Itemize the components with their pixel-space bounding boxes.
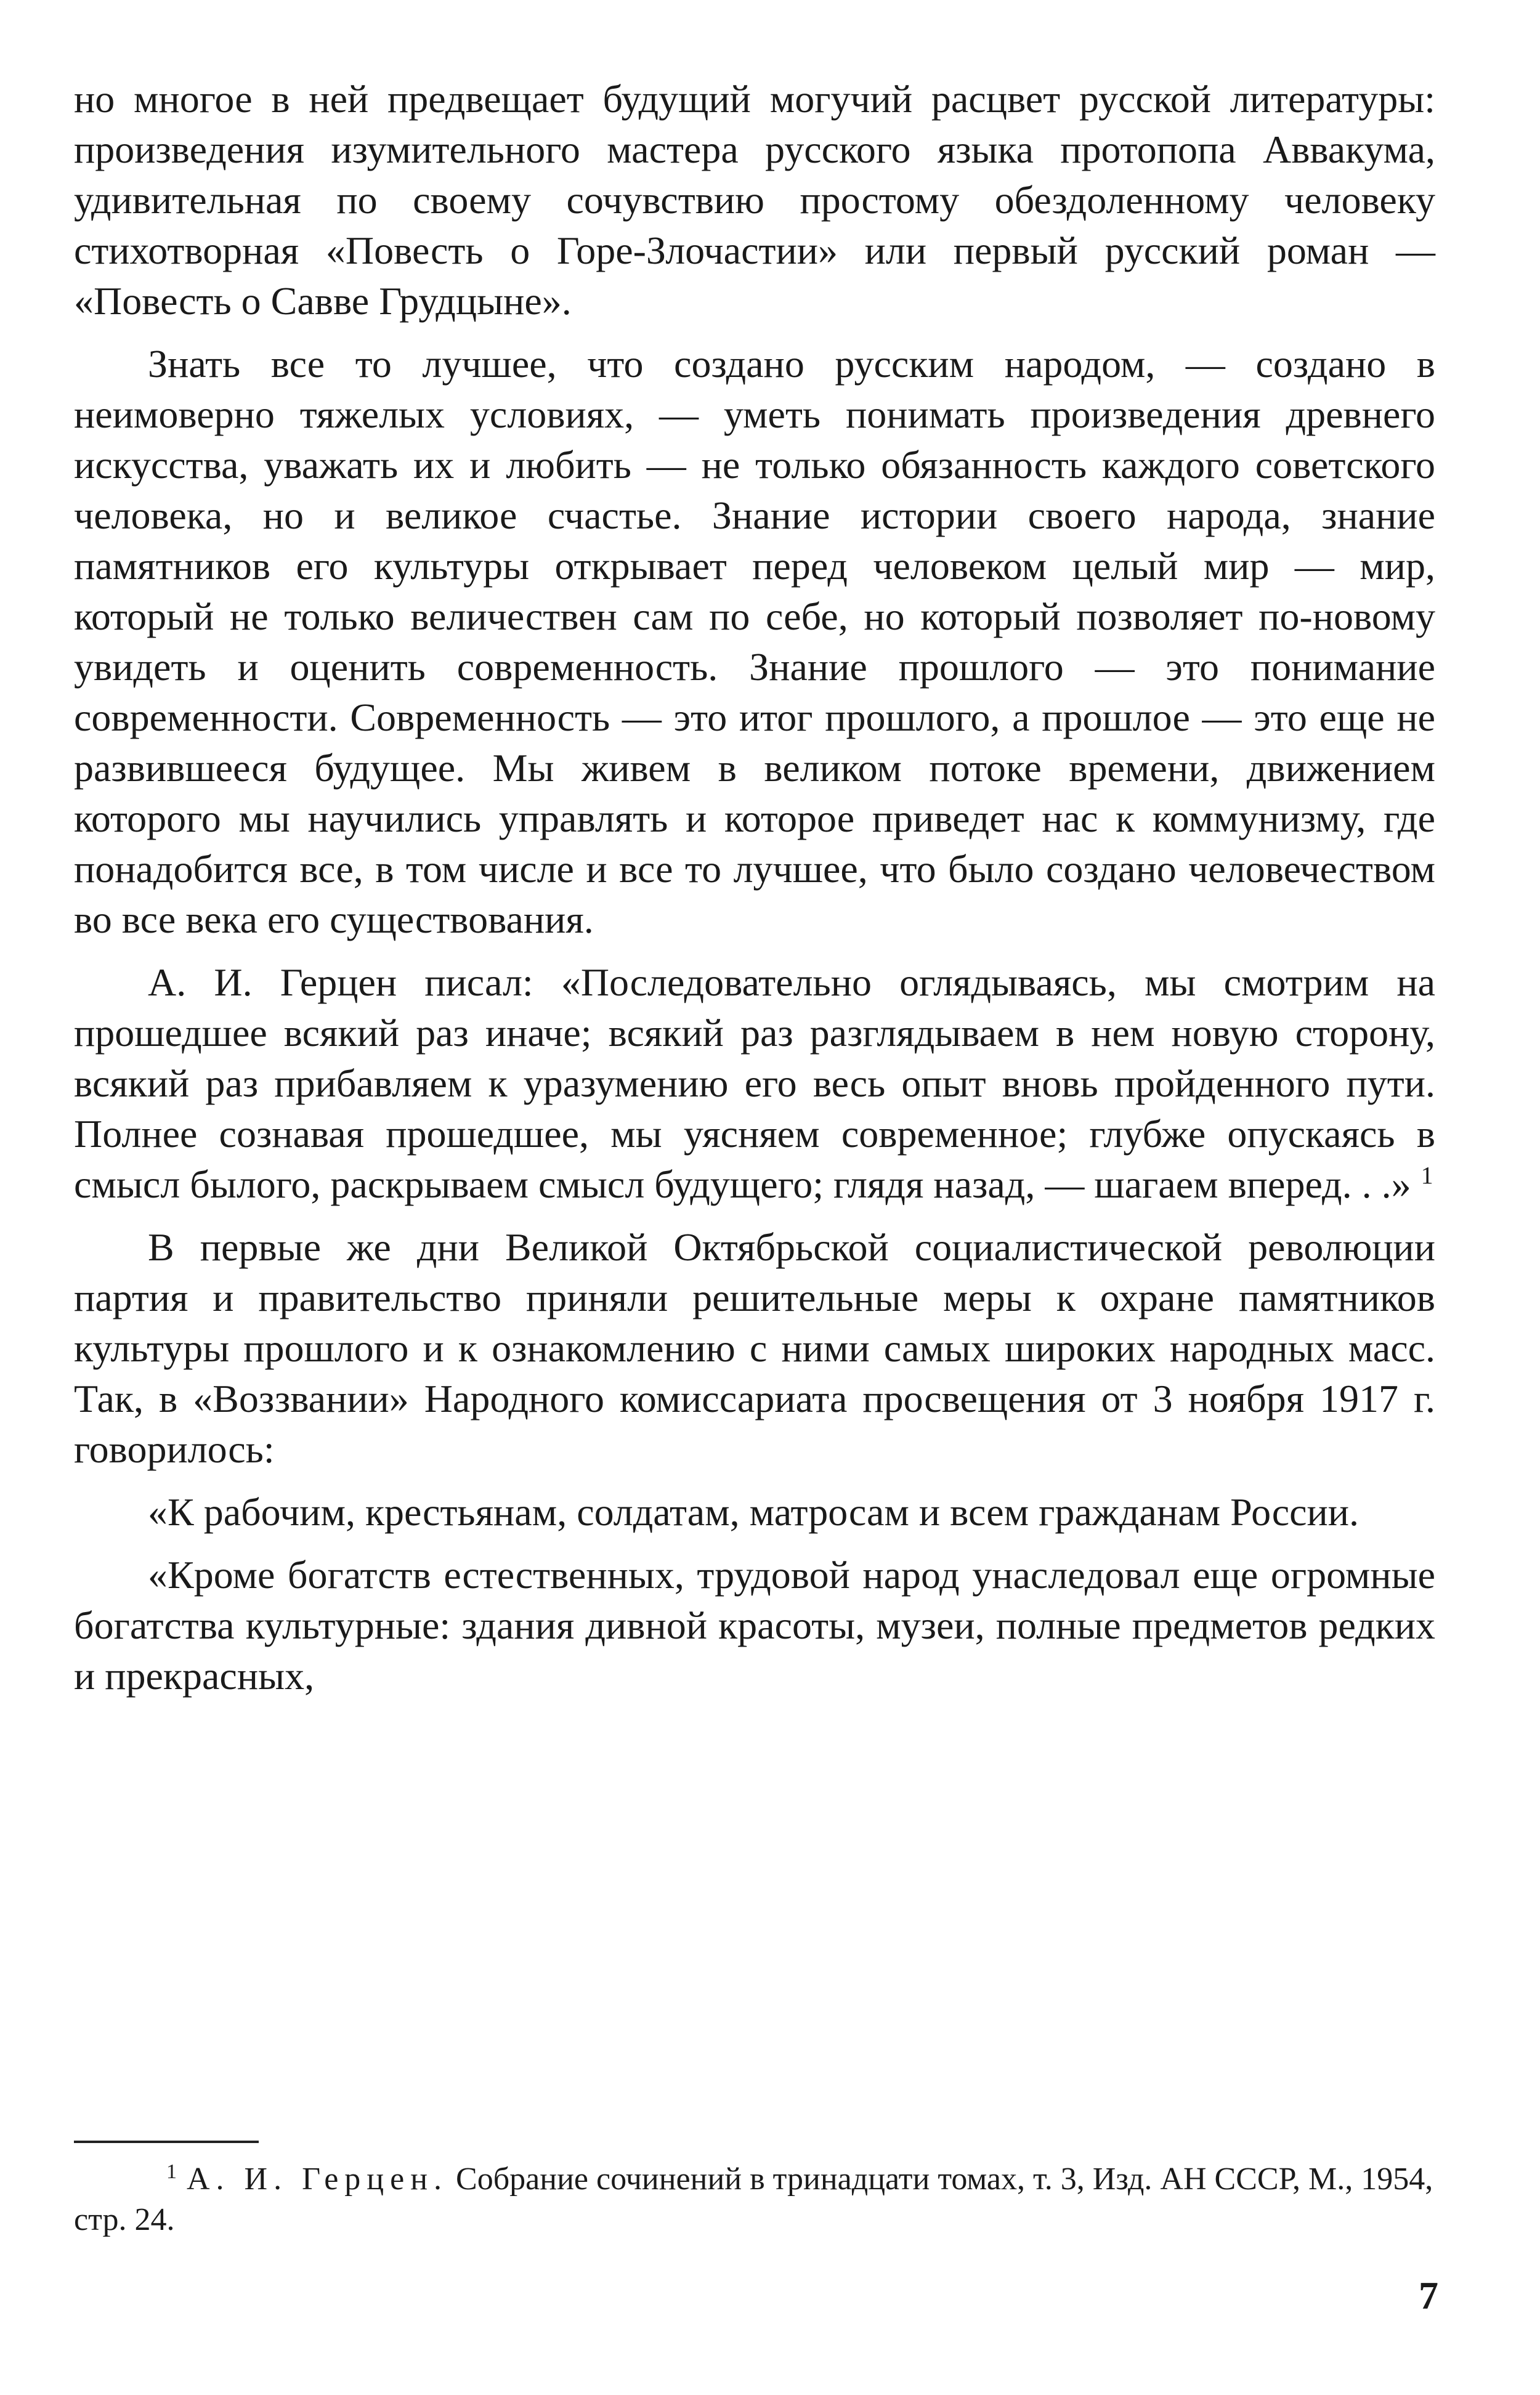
main-text — [74, 74, 1435, 1714]
footnote-author: А. И. Герцен. — [187, 2162, 448, 2197]
footnote-mark: 1 — [166, 2160, 177, 2183]
paragraph-appeal-body: «Кроме богатств естественных, трудовой народ унаследовал еще огромные богатства культурные: здания дивной красоты, музеи, полные предметов редких и прекрасных, — [74, 1553, 1435, 1698]
footnote — [74, 2159, 1435, 2240]
paragraph-knowledge: Знать все то лучшее, что создано русским народом, — создано в неимоверно тяжелых условиях, — уметь понимать произведения древнего искусства, уважать их и любить — не только обязанность каждого советского человека, но и великое счастье. Знание истории своего народа, знание памятников его культуры открывает перед человеком целый мир — мир, который не только величествен сам по себе, но который позволяет по-новому увидеть и оценить современность. Знание прошлого — это понимание современности. Современность — это итог прошлого, а прошлое — это еще не развившееся будущее. Мы живем в великом потоке времени, движением которого мы научились управлять и которое приведет нас к коммунизму, где понадобится все, в том числе и все то лучшее, что было создано человечеством во все века его существования. — [74, 342, 1435, 941]
page-number: 7 — [1419, 2274, 1438, 2317]
footnote-reference: 1 — [1420, 1161, 1433, 1189]
footnote-text: Собрание сочинений в тринадцати томах, т. 3, Изд. АН СССР, М., 1954, стр. 24. — [74, 2162, 1433, 2237]
paragraph-continuation: но многое в ней предвещает будущий могучий расцвет русской литературы: произведения изумительного мастера русского языка протопопа Аввакума, удивительная по своему сочувствию простому обездоленному человеку стихотворная «Повесть о Горе-Злочастии» или первый русский роман — «Повесть о Савве Грудцыне». — [74, 77, 1435, 323]
herzen-quote-text: А. И. Герцен писал: «Последовательно оглядываясь, мы смотрим на прошедшее всякий раз иначе; всякий раз разглядываем в нем новую сторону, всякий раз прибавляем к уразумению его весь опыт вновь пройденного пути. Полнее сознавая прошедшее, мы уясняем современное; глубже опускаясь в смысл былого, раскрываем смысл будущего; глядя назад, — шагаем вперед. . .» — [74, 960, 1435, 1206]
paragraph-october-revolution: В первые же дни Великой Октябрьской социалистической революции партия и правительство приняли решительные меры к охране памятников культуры прошлого и к ознакомлению с ними самых широких народных масс. Так, в «Воззвании» Народного комиссариата просвещения от 3 ноября 1917 г. говорилось: — [74, 1225, 1435, 1471]
paragraph-appeal-heading: «К рабочим, крестьянам, солдатам, матросам и всем гражданам России. — [148, 1490, 1359, 1534]
footnote-divider — [74, 2141, 259, 2143]
paragraph-herzen-quote — [74, 957, 1435, 1210]
